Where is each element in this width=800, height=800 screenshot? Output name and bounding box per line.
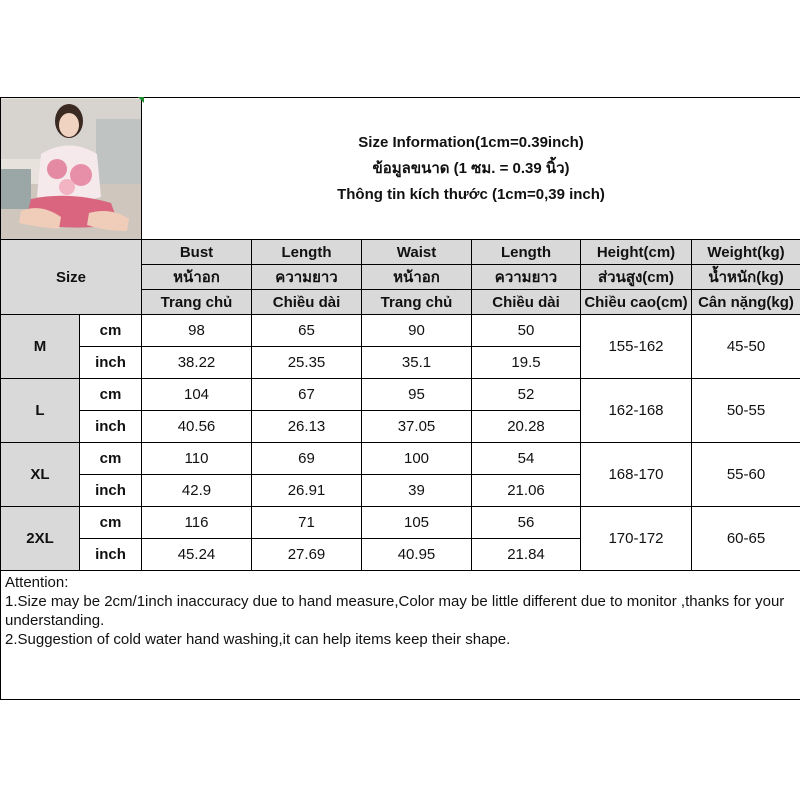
- title-english: Size Information(1cm=0.39inch): [358, 133, 584, 151]
- col-length-th: ความยาว: [252, 265, 362, 290]
- size-label-2xl: 2XL: [1, 507, 80, 571]
- length-cm: 67: [252, 379, 362, 411]
- unit-cm: cm: [80, 315, 142, 347]
- length2-cm: 52: [472, 379, 581, 411]
- waist-inch: 39: [362, 475, 472, 507]
- length-inch: 27.69: [252, 539, 362, 571]
- col-weight-vi: Cân nặng(kg): [692, 290, 800, 315]
- bust-inch: 40.56: [142, 411, 252, 443]
- col-length-vi: Chiều dài: [252, 290, 362, 315]
- bust-inch: 38.22: [142, 347, 252, 379]
- length-cm: 69: [252, 443, 362, 475]
- unit-cm: cm: [80, 379, 142, 411]
- waist-inch: 35.1: [362, 347, 472, 379]
- size-header: Size: [1, 240, 142, 315]
- col-length2-th: ความยาว: [472, 265, 581, 290]
- unit-cm: cm: [80, 443, 142, 475]
- height-range: 155-162: [581, 315, 692, 379]
- col-bust-th: หน้าอก: [142, 265, 252, 290]
- waist-inch: 40.95: [362, 539, 472, 571]
- weight-range: 45-50: [692, 315, 800, 379]
- bust-inch: 45.24: [142, 539, 252, 571]
- bust-cm: 98: [142, 315, 252, 347]
- height-range: 162-168: [581, 379, 692, 443]
- col-height-vi: Chiều cao(cm): [581, 290, 692, 315]
- length2-inch: 20.28: [472, 411, 581, 443]
- length-cm: 71: [252, 507, 362, 539]
- length2-inch: 21.06: [472, 475, 581, 507]
- table-row: [1, 507, 800, 539]
- col-length2-vi: Chiều dài: [472, 290, 581, 315]
- waist-inch: 37.05: [362, 411, 472, 443]
- length-cm: 65: [252, 315, 362, 347]
- unit-inch: inch: [80, 539, 142, 571]
- size-chart-sheet: [0, 97, 800, 703]
- length2-inch: 21.84: [472, 539, 581, 571]
- col-height-th: ส่วนสูง(cm): [581, 265, 692, 290]
- length-inch: 26.13: [252, 411, 362, 443]
- table-row: [1, 443, 800, 475]
- product-photo: [1, 98, 142, 240]
- height-range: 170-172: [581, 507, 692, 571]
- title-thai: ข้อมูลขนาด (1 ซม. = 0.39 นิ้ว): [372, 159, 570, 177]
- length2-cm: 56: [472, 507, 581, 539]
- table-row: [1, 315, 800, 347]
- waist-cm: 95: [362, 379, 472, 411]
- header-row-en: [1, 240, 800, 265]
- col-weight-en: Weight(kg): [692, 240, 800, 265]
- table-row: [1, 379, 800, 411]
- attention-note-1: 1.Size may be 2cm/1inch inaccuracy due to hand measure,Color may be little different due to monitor ,thanks for your understanding.: [5, 593, 785, 629]
- col-bust-en: Bust: [142, 240, 252, 265]
- size-label-xl: XL: [1, 443, 80, 507]
- title-row: [1, 98, 800, 240]
- weight-range: 55-60: [692, 443, 800, 507]
- size-info-title: [142, 98, 800, 240]
- weight-range: 50-55: [692, 379, 800, 443]
- bust-cm: 116: [142, 507, 252, 539]
- length2-cm: 54: [472, 443, 581, 475]
- col-length-en: Length: [252, 240, 362, 265]
- weight-range: 60-65: [692, 507, 800, 571]
- col-height-en: Height(cm): [581, 240, 692, 265]
- col-waist-vi: Trang chủ: [362, 290, 472, 315]
- bust-cm: 110: [142, 443, 252, 475]
- attention-note-2: 2.Suggestion of cold water hand washing,it can help items keep their shape.: [5, 631, 511, 648]
- model-photo-image: [1, 99, 142, 239]
- length2-cm: 50: [472, 315, 581, 347]
- col-bust-vi: Trang chủ: [142, 290, 252, 315]
- unit-inch: inch: [80, 411, 142, 443]
- attention-heading: Attention:: [5, 574, 69, 591]
- col-waist-en: Waist: [362, 240, 472, 265]
- unit-inch: inch: [80, 475, 142, 507]
- col-waist-th: หน้าอก: [362, 265, 472, 290]
- attention-notes: [1, 571, 800, 700]
- bust-cm: 104: [142, 379, 252, 411]
- title-vietnamese: Thông tin kích thước (1cm=0,39 inch): [337, 185, 605, 203]
- unit-inch: inch: [80, 347, 142, 379]
- length-inch: 26.91: [252, 475, 362, 507]
- bust-inch: 42.9: [142, 475, 252, 507]
- length-inch: 25.35: [252, 347, 362, 379]
- length2-inch: 19.5: [472, 347, 581, 379]
- waist-cm: 90: [362, 315, 472, 347]
- notes-row: [1, 571, 800, 700]
- col-length2-en: Length: [472, 240, 581, 265]
- col-weight-th: น้ำหนัก(kg): [692, 265, 800, 290]
- size-table: [0, 97, 800, 700]
- size-label-m: M: [1, 315, 80, 379]
- waist-cm: 100: [362, 443, 472, 475]
- height-range: 168-170: [581, 443, 692, 507]
- size-label-l: L: [1, 379, 80, 443]
- unit-cm: cm: [80, 507, 142, 539]
- cell-corner-marker: [138, 97, 144, 103]
- waist-cm: 105: [362, 507, 472, 539]
